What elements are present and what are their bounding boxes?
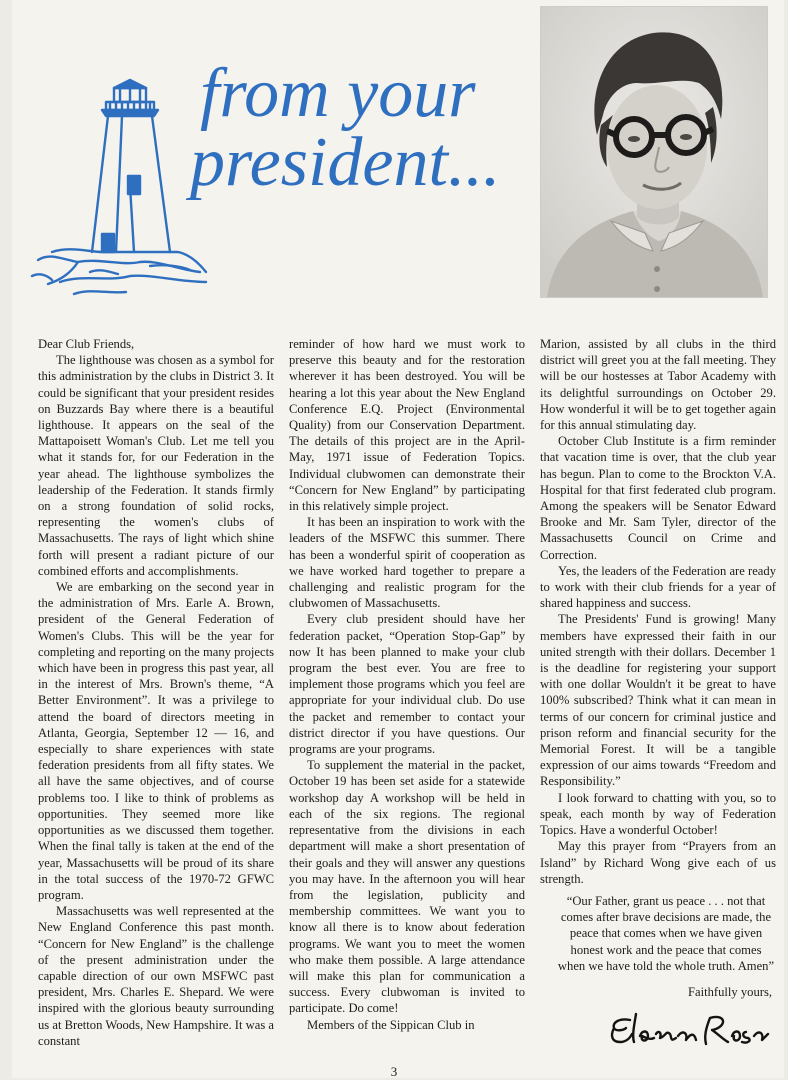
paragraph: reminder of how hard we must work to preserve this beauty and for the restoration wherever it has been destroyed. You will be hearing a lot this year about the New England Conference E.Q. Project (Environmental Quality) from our Conservation Department. The details of this project are in the April-May, 1971 issue of Federation Topics. Individual clubwomen can demonstrate their “Concern for New England” by participating in this relatively simple project. [289, 337, 525, 514]
column-1 [38, 336, 274, 1049]
portrait-icon [541, 7, 767, 297]
paragraph: Yes, the leaders of the Federation are ready to work with their club friends for a year of shared happiness and success. [540, 563, 776, 611]
headline-line-1: from your [200, 55, 476, 132]
paragraph: The lighthouse was chosen as a symbol for this administration by the clubs in District 3. It could be significant that your president resides on Buzzards Bay where there is a beautiful lighthouse. It appears on the seal of the Mattapoisett Woman's Club. Let me tell you what it stands for, for our Federation in the year ahead. The lighthouse symbolizes the leadership of the Federation. It stands firmly on a strong foundation of solid rocks, representing the women's clubs of Massachusetts. The rays of light which shine forth will present a radiant picture of our combined efforts and accomplishments. [38, 353, 274, 578]
paragraph: Massachusetts was well represented at the New England Conference this past month. “Concern for New England” is the challenge of the present administration under the capable direction of our own MSFWC past president, Mrs. Charles E. Shepard. We were inspired with the glorious beauty surrounding us at Bretton Woods, New Hampshire. It was a constant [38, 904, 274, 1048]
column-3 [540, 336, 776, 1000]
paragraph: It has been an inspiration to work with the leaders of the MSFWC this summer. There has been a wonderful spirit of cooperation as we have worked hard together to prepare a challenging and realistic program for the clubwomen of Massachusetts. [289, 515, 525, 611]
page-title [188, 55, 528, 201]
paragraph: May this prayer from “Prayers from an Island” by Richard Wong give each of us strength. [540, 839, 776, 886]
closing: Faithfully yours, [688, 984, 772, 999]
page-number: 3 [390, 1064, 398, 1079]
column-2 [289, 336, 525, 1033]
signature-icon [590, 1008, 770, 1054]
letter-body [38, 336, 778, 1056]
portrait-photo [540, 6, 768, 298]
paragraph: Marion, assisted by all clubs in the third district will greet you at the fall meeting. They will be our hostesses at Tabor Academy with its delightful surroundings on October 29. How wonderful it will be to get together again for this annual stimulating day. [540, 337, 776, 433]
headline-line-2: president... [190, 123, 501, 201]
paragraph: The Presidents' Fund is growing! Many members have expressed their faith in our united strength with their dollars. December 1 is the deadline for registering your support with one dollar Wouldn't it be great to have 100% subscribed? Think what it can mean in terms of our concern for criminal justice and prison reform and financial security for the Memorial Forest. It will be a tangible expression of our aims towards “Freedom and Responsibility.” [540, 612, 776, 789]
paragraph: I look forward to chatting with you, so to speak, each month by way of Federation Topics. Have a wonderful October! [540, 790, 776, 838]
prayer-quote: “Our Father, grant us peace . . . not that comes after brave decisions are made, the peace that comes when we have given honest work and the peace that comes when we have told the whole truth. Amen” [557, 893, 775, 973]
paragraph: To supplement the material in the packet, October 19 has been set aside for a statewide workshop day A workshop will be held in each of the six regions. The regional representative from the divisions in each department will make a short presentation of their goals and they will answer any questions you may have. In the afternoon you will hear from the legislation, publicity and membership committees. We want you to know all there is to know about federation programs. We want you to meet the women who make them possible. A large attendance will make this plan for communication a success. Every clubwoman is invited to participate. Do come! [289, 758, 525, 1016]
paragraph: Every club president should have her federation packet, “Operation Stop-Gap” by now It has been planned to make your club program the best ever. You are free to implement those programs which you feel are appropriate for your individual club. Do use the packet and remember to contact your district director if you have questions. Our programs are your programs. [289, 612, 525, 757]
salutation: Dear Club Friends, [38, 337, 135, 351]
paragraph: We are embarking on the second year in the administration of Mrs. Earle A. Brown, president of the General Federation of Women's Clubs. This will be the year for completing and reporting on the many projects which have been in progress this past year, all in the interest of Mrs. Brown's theme, “A Better Environment”. It was a privilege to attend the board of directors meeting in Atlanta, Georgia, September 12 — 16, and especially to share experiences with state federation presidents from all fifty states. We all have the same objectives, and of course problems too. I like to think of problems as opportunities. They seemed more like opportunities as we discussed them together. When the final tally is taken at the end of the year, Massachusetts will be proud of its share in the total success of the 1970-72 GFWC program. [38, 580, 274, 902]
paragraph: Members of the Sippican Club in [307, 1017, 475, 1032]
paragraph: October Club Institute is a firm reminder that vacation time is over, that the club year has begun. Plan to come to the Brockton V.A. Hospital for that first federated club program. Among the speakers will be Senator Edward Brooke and Mr. Sam Tyler, director of the Massachusetts Council on Crime and Correction. [540, 434, 776, 562]
